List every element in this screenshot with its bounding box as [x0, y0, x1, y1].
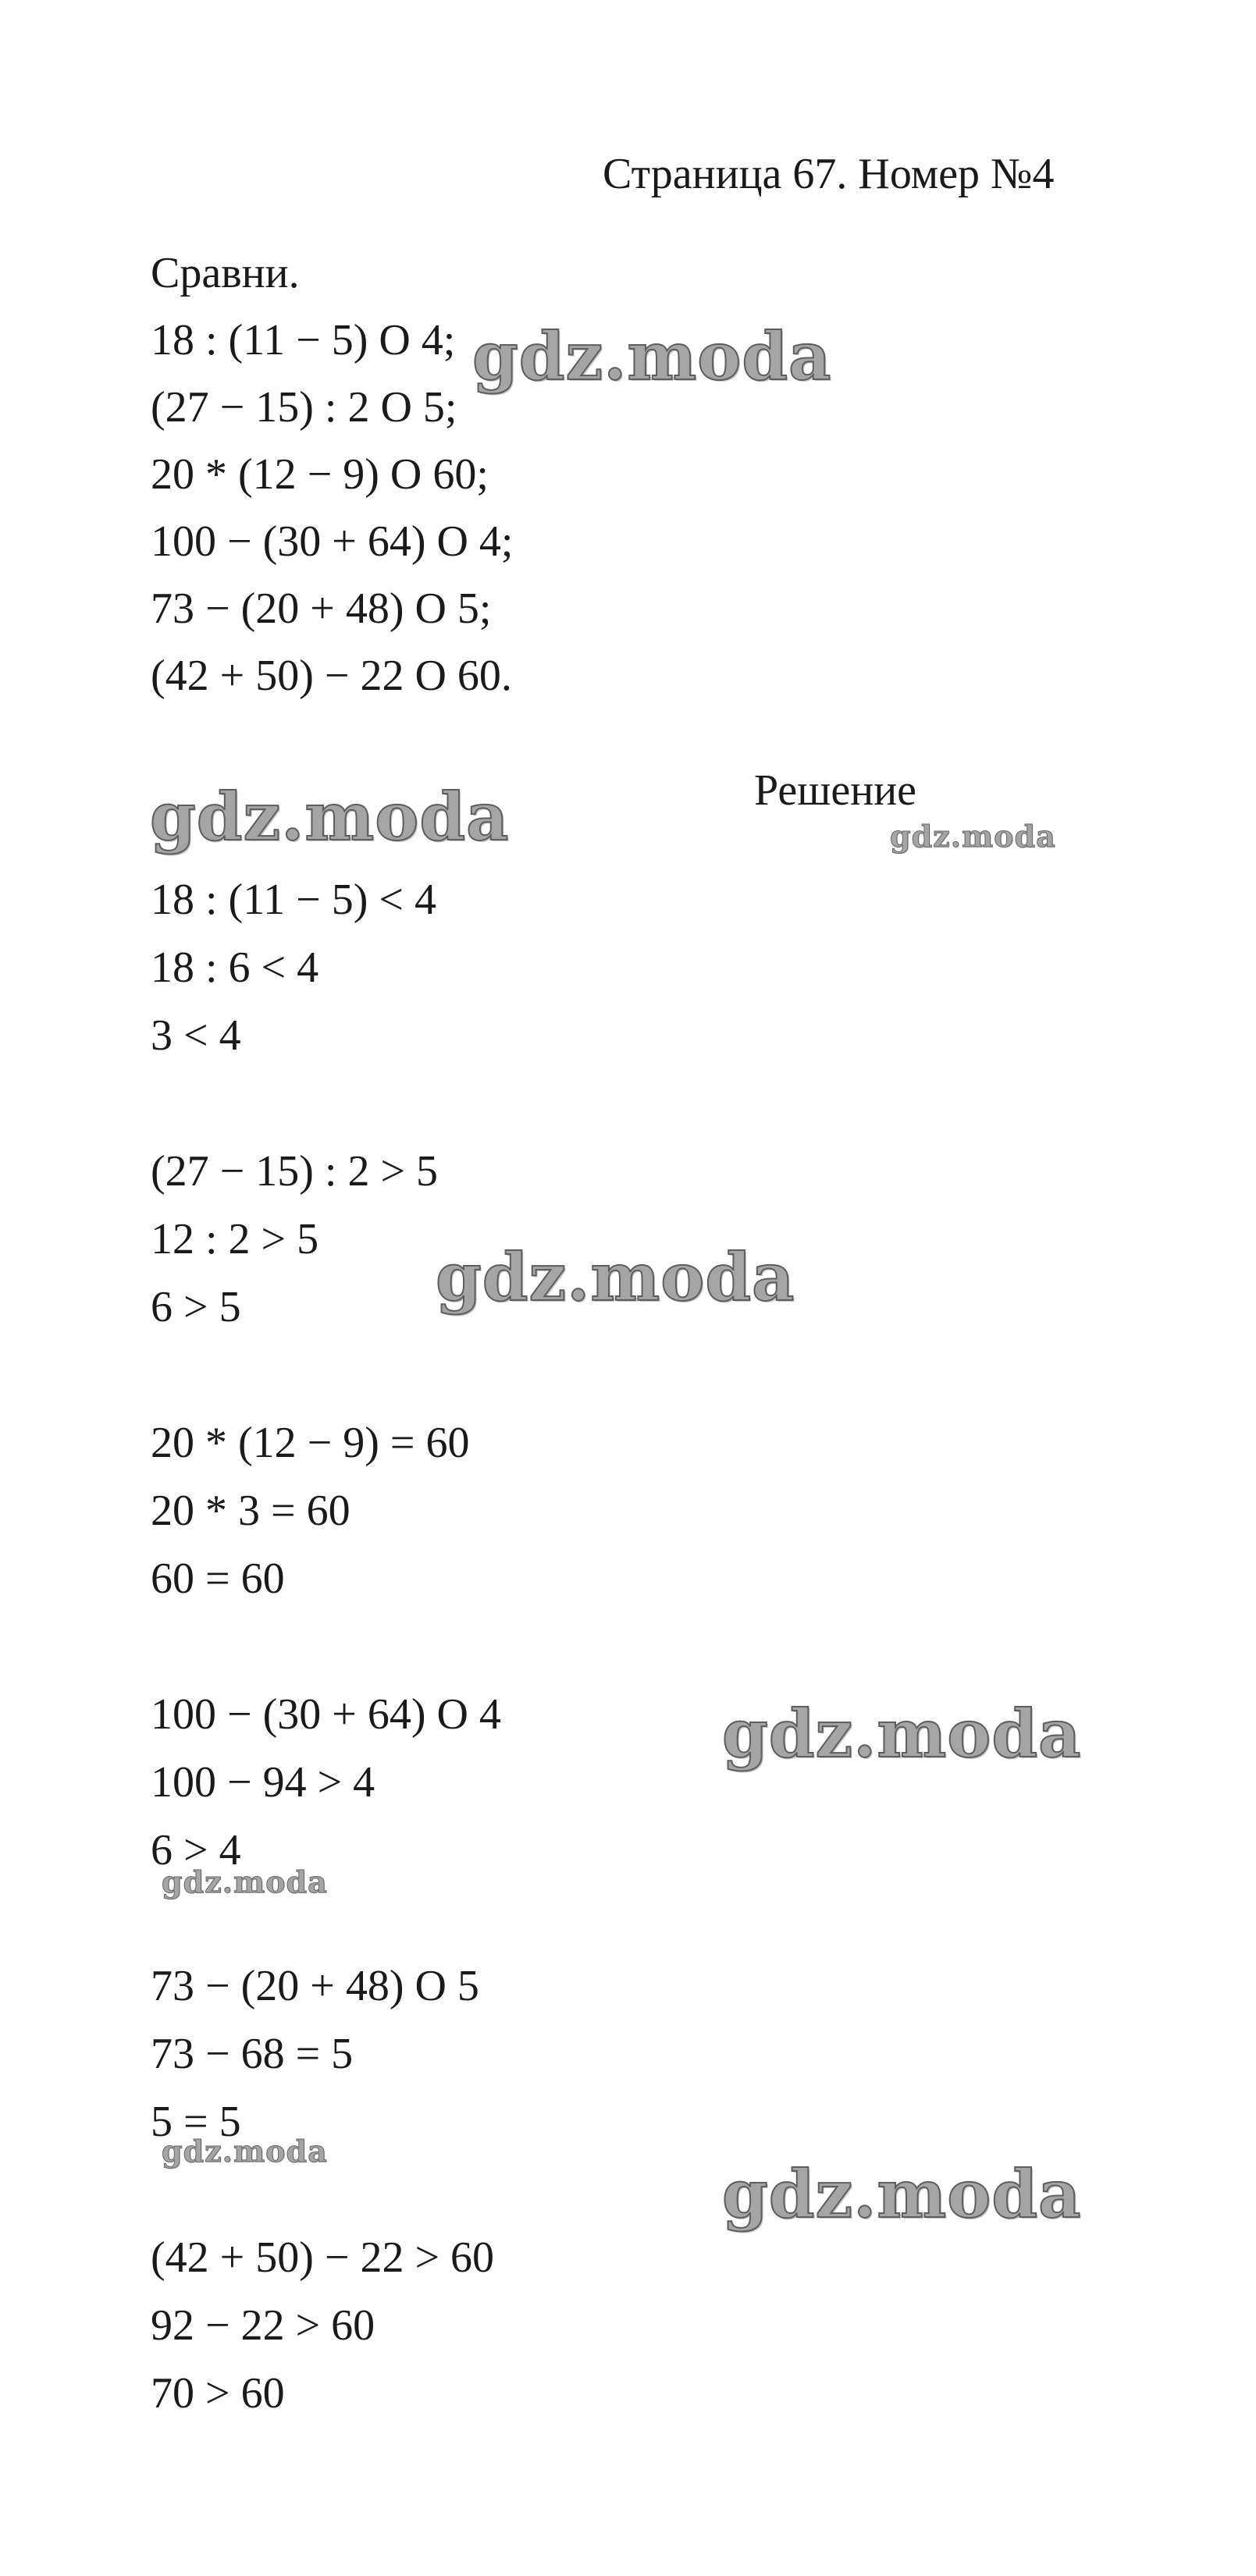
task-line: 73 − (20 + 48) O 5;: [151, 584, 492, 633]
watermark-logo: gdz.moda: [472, 318, 832, 395]
solution-line: 20 * 3 = 60: [151, 1487, 350, 1535]
solution-line: 92 − 22 > 60: [151, 2301, 375, 2350]
watermark-logo: gdz.moda: [162, 1864, 328, 1899]
watermark-logo: gdz.moda: [436, 1238, 795, 1316]
solution-line: 12 : 2 > 5: [151, 1215, 319, 1263]
watermark-logo: gdz.moda: [150, 778, 510, 855]
solution-line: 6 > 5: [151, 1283, 241, 1331]
solution-line: 100 − 94 > 4: [151, 1758, 375, 1807]
solution-line: 5 = 5: [151, 2098, 241, 2146]
task-line: (27 − 15) : 2 O 5;: [151, 383, 457, 432]
watermark-logo: gdz.moda: [162, 2134, 328, 2169]
solution-line: 60 = 60: [151, 1554, 285, 1603]
solution-line: 20 * (12 − 9) = 60: [151, 1419, 470, 1467]
task-title: Сравни.: [151, 249, 300, 297]
watermark-logo: gdz.moda: [722, 1695, 1082, 1772]
solution-line: 18 : (11 − 5) < 4: [151, 876, 436, 924]
solution-line: 70 > 60: [151, 2369, 285, 2418]
solution-title: Решение: [754, 766, 917, 815]
solution-line: 3 < 4: [151, 1011, 241, 1060]
solution-line: 73 − (20 + 48) O 5: [151, 1962, 479, 2010]
solution-line: 6 > 4: [151, 1826, 241, 1874]
task-line: (42 + 50) − 22 O 60.: [151, 652, 512, 700]
task-line: 100 − (30 + 64) O 4;: [151, 517, 514, 566]
solution-line: (27 − 15) : 2 > 5: [151, 1147, 439, 1196]
task-line: 18 : (11 − 5) O 4;: [151, 316, 456, 364]
solution-line: 18 : 6 < 4: [151, 943, 319, 992]
solution-line: 100 − (30 + 64) O 4: [151, 1690, 501, 1739]
watermark-logo: gdz.moda: [890, 819, 1056, 854]
watermark-logo: gdz.moda: [722, 2155, 1082, 2233]
task-line: 20 * (12 − 9) O 60;: [151, 450, 489, 499]
page-header: Страница 67. Номер №4: [603, 150, 1055, 198]
solution-line: 73 − 68 = 5: [151, 2030, 354, 2078]
solution-line: (42 + 50) − 22 > 60: [151, 2233, 495, 2282]
